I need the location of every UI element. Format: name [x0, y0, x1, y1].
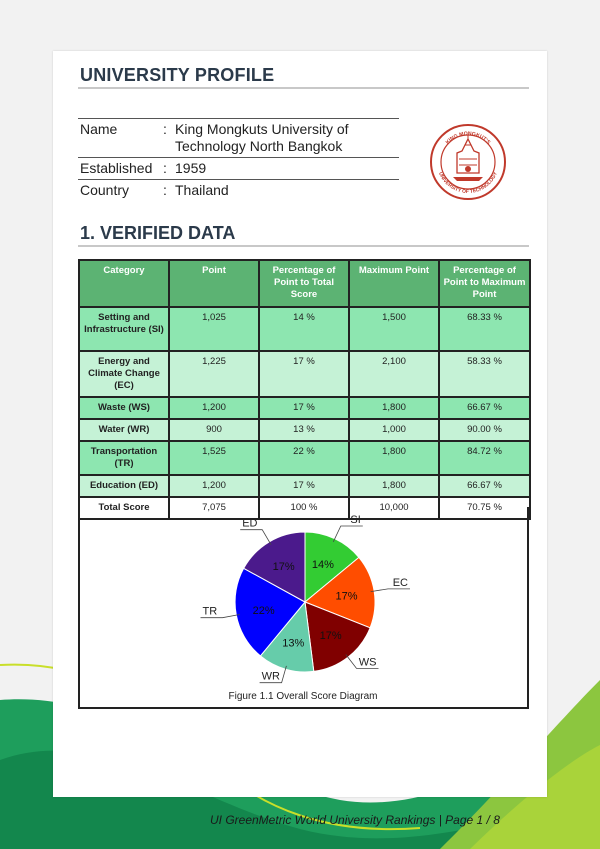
profile-value-country: Thailand	[175, 182, 229, 198]
profile-label-country: Country	[80, 182, 130, 198]
section-divider	[78, 245, 529, 247]
section-title: 1. VERIFIED DATA	[80, 223, 236, 243]
pie-leader-line	[333, 526, 363, 542]
cell-max: 1,800	[349, 397, 439, 419]
cell-pct-total: 13 %	[259, 419, 349, 441]
cell-pct-total: 17 %	[259, 351, 349, 397]
header-pct-total: Percentage of Point to Total Score	[259, 260, 349, 307]
cell-pct-max: 66.67 %	[439, 475, 530, 497]
cell-point: 1,225	[169, 351, 259, 397]
cell-max: 1,500	[349, 307, 439, 351]
pie-category-label: WS	[358, 656, 377, 669]
cell-pct-total: 17 %	[259, 397, 349, 419]
cell-pct-max: 90.00 %	[439, 419, 530, 441]
profile-separator: :	[163, 182, 167, 198]
profile-row-established	[78, 157, 399, 179]
pie-category-label: WR	[261, 670, 280, 683]
table-row	[79, 351, 530, 397]
title-divider	[78, 87, 529, 89]
cell-pct-max: 58.33 %	[439, 351, 530, 397]
profile-separator: :	[163, 160, 167, 176]
cell-point: 900	[169, 419, 259, 441]
table-row	[79, 397, 530, 419]
pie-percent-label: 17%	[319, 630, 342, 643]
cell-pct-max: 84.72 %	[439, 441, 530, 475]
cell-point: 1,025	[169, 307, 259, 351]
cell-max: 1,800	[349, 441, 439, 475]
cell-pct-total: 22 %	[259, 441, 349, 475]
header-pct-max: Percentage of Point to Maximum Point	[439, 260, 530, 307]
cell-max: 2,100	[349, 351, 439, 397]
profile-value-established: 1959	[175, 160, 207, 176]
university-seal-logo	[429, 123, 507, 201]
total-pct-max: 70.75 %	[439, 497, 530, 519]
cell-pct-max: 68.33 %	[439, 307, 530, 351]
cell-pct-max: 66.67 %	[439, 397, 530, 419]
seal-text-bottom: UNIVERSITY OF TECHNOLOGY	[437, 171, 499, 196]
cell-category: Setting and Infrastructure (SI)	[79, 307, 169, 351]
total-point: 7,075	[169, 497, 259, 519]
pie-percent-label: 14%	[311, 559, 334, 571]
total-category: Total Score	[79, 497, 169, 519]
profile-row-name	[78, 118, 399, 156]
overall-score-diagram	[78, 507, 529, 709]
total-max: 10,000	[349, 497, 439, 519]
profile-separator: :	[163, 121, 167, 137]
cell-point: 1,525	[169, 441, 259, 475]
pie-leader-line	[240, 530, 271, 545]
table-row	[79, 419, 530, 441]
cell-category: Waste (WS)	[79, 397, 169, 419]
table-header-row	[79, 260, 530, 307]
pie-percent-label: 17%	[272, 560, 295, 573]
table-row	[79, 475, 530, 497]
cell-point: 1,200	[169, 475, 259, 497]
cell-category: Education (ED)	[79, 475, 169, 497]
pie-category-label: ED	[242, 517, 258, 530]
cell-category: Energy and Climate Change (EC)	[79, 351, 169, 397]
profile-row-country	[78, 179, 399, 201]
pie-percent-label: 17%	[335, 590, 358, 603]
profile-page	[53, 51, 547, 797]
profile-value-name-line2: Technology North Bangkok	[175, 138, 343, 154]
total-pct-total: 100 %	[259, 497, 349, 519]
cell-point: 1,200	[169, 397, 259, 419]
seal-text-top: KING MONGKUT'S	[444, 130, 492, 146]
page-footer: UI GreenMetric World University Rankings | Page 1 / 8	[210, 813, 500, 827]
cell-max: 1,800	[349, 475, 439, 497]
cell-max: 1,000	[349, 419, 439, 441]
pie-chart	[80, 507, 527, 707]
cell-category: Transportation (TR)	[79, 441, 169, 475]
profile-label-name: Name	[80, 121, 118, 137]
pie-percent-label: 13%	[282, 637, 305, 650]
cell-pct-total: 17 %	[259, 475, 349, 497]
cell-pct-total: 14 %	[259, 307, 349, 351]
pie-leader-line	[371, 589, 410, 592]
pie-category-label: EC	[392, 576, 408, 589]
header-point: Point	[169, 260, 259, 307]
pie-category-label: SI	[350, 514, 361, 526]
table-row	[79, 441, 530, 475]
profile-value-name-line1: King Mongkuts University of	[175, 121, 349, 137]
table-row	[79, 307, 530, 351]
pie-category-label: TR	[202, 605, 218, 618]
verified-data-table	[78, 259, 531, 520]
profile-value-name	[175, 121, 349, 155]
header-category: Category	[79, 260, 169, 307]
profile-title: UNIVERSITY PROFILE	[80, 65, 275, 85]
cell-category: Water (WR)	[79, 419, 169, 441]
pie-percent-label: 22%	[252, 604, 275, 617]
profile-label-established: Established	[80, 160, 153, 176]
chart-caption: Figure 1.1 Overall Score Diagram	[228, 691, 378, 702]
header-max-point: Maximum Point	[349, 260, 439, 307]
